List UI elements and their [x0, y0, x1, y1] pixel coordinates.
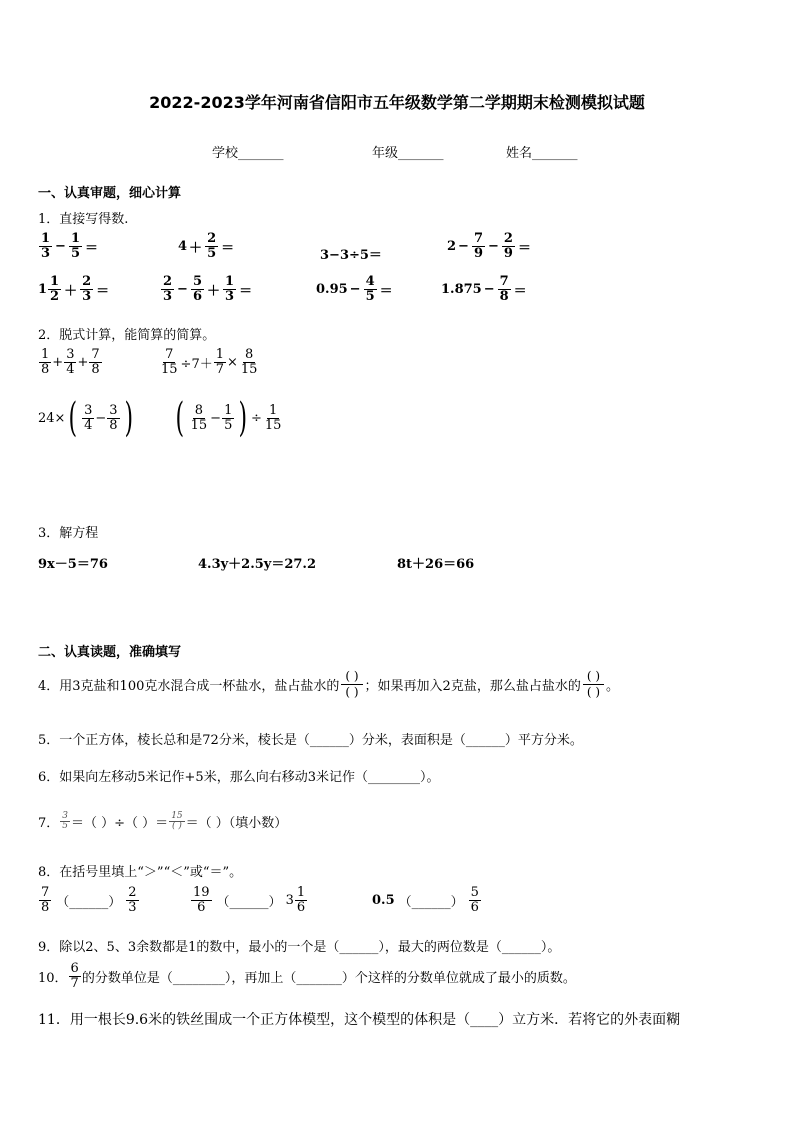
q2-expr-3: 24 × ( $\frac{3}{4}$ − $\frac{3}{8}$ ): [38, 395, 133, 441]
section2-heading: 二、认真读题，准确填写: [38, 645, 182, 660]
q9: 9．除以2、5、3余数都是1的数中，最小的一个是（______），最大的两位数是（______）。: [38, 940, 561, 955]
q8-compare-1: $\frac{7}{8}$ （______） $\frac{2}{3}$: [41, 885, 137, 915]
q8-compare-3: 0.5 （______） $\frac{5}{6}$: [372, 885, 479, 915]
name-field: 姓名_______: [506, 146, 578, 161]
q8-compare-2: $\frac{19}{6}$ （______） 3 $\frac{1}{6}$: [193, 885, 306, 915]
q8-label: 8．在括号里填上“＞”“＜”或“＝”。: [38, 865, 243, 880]
q1-label: 1．直接写得数.: [38, 212, 129, 227]
q1-item-7: 0.95 − $\frac{4}{5}$ ＝: [316, 274, 393, 304]
q6: 6．如果向左移动5米记作+5米，那么向右移动3米记作（________）。: [38, 770, 440, 785]
q1-item-5: 1 $\frac{1}{2}$ ＋ $\frac{2}{3}$ ＝: [38, 274, 110, 304]
q7: 7． $\frac{3}{5}$ ＝（ ）÷（ ）＝ $\frac{15}{( )}$ ＝（ ）（填小数）: [38, 811, 288, 832]
q3-eq-3: 8t＋26＝66: [397, 557, 475, 572]
q2-expr-1: $\frac{1}{8}$ + $\frac{3}{4}$ + $\frac{7}{8}$: [41, 347, 100, 377]
q3-eq-2: 4.3y＋2.5y＝27.2: [198, 557, 317, 572]
school-field: 学校_______: [212, 146, 284, 161]
q2-label: 2．脱式计算，能简算的简算。: [38, 328, 216, 343]
grade-field: 年级_______: [372, 146, 444, 161]
q1-item-3: 3−3÷5＝: [320, 248, 382, 263]
q10: 10． $\frac{6}{7}$ 的分数单位是（________），再加上（_______）个这样的分数单位就成了最小的质数。: [38, 961, 576, 991]
q4: 4．用3克盐和100克水混合成一杯盐水，盐占盐水的 ( ) ( ) ；如果再加入2克盐，那么盐占盐水的 ( ) ( ) 。: [38, 669, 620, 699]
q1-item-2: 4 ＋ $\frac{2}{5}$ ＝: [178, 231, 235, 261]
q1-item-8: 1.875 − $\frac{7}{8}$ ＝: [441, 274, 527, 304]
page-title: 2022-2023学年河南省信阳市五年级数学第二学期期末检测模拟试题: [149, 93, 645, 112]
q1-item-4: 2 − $\frac{7}{9}$ − $\frac{2}{9}$ ＝: [447, 231, 531, 261]
q1-item-6: $\frac{2}{3}$ − $\frac{5}{6}$ ＋ $\frac{1}{3}$ ＝: [163, 274, 253, 304]
q1-item-1: $\frac{1}{3}$ − $\frac{1}{5}$ ＝: [41, 231, 99, 261]
q3-eq-1: 9x－5＝76: [38, 557, 108, 572]
q2-expr-2: $\frac{7}{15}$ ÷7＋ $\frac{1}{7}$ × $\frac{8}{15}$: [161, 347, 258, 377]
q11: 11．用一根长9.6米的铁丝围成一个正方体模型，这个模型的体积是（____）立方米．若将它的外表面糊: [38, 1012, 681, 1028]
q2-expr-4: ( $\frac{8}{15}$ − $\frac{1}{5}$ ) ÷ $\frac{1}{15}$: [175, 395, 282, 441]
q3-label: 3．解方程: [38, 526, 99, 541]
section1-heading: 一、认真审题，细心计算: [38, 186, 182, 201]
q5: 5．一个正方体，棱长总和是72分米，棱长是（______）分米，表面积是（______）平方分米。: [38, 733, 583, 748]
